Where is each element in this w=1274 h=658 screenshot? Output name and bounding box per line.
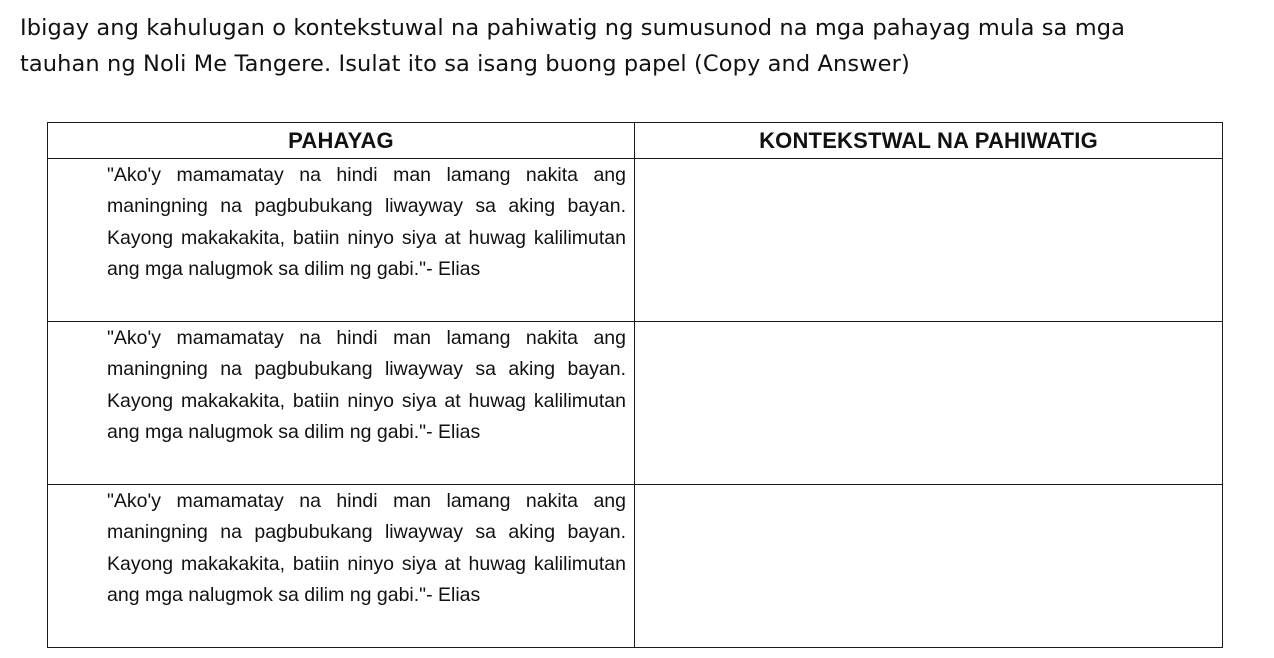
instructions-line-1: Ibigay ang kahulugan o kontekstuwal na pahiwatig ng sumusunod na mga pahayag mula sa mga	[20, 15, 1125, 41]
statement-cell	[48, 322, 635, 485]
table-row	[48, 159, 1223, 322]
statement-text: "Ako'y mamamatay na hindi man lamang nakita ang maningning na pagbubukang liwayway sa aking bayan. Kayong makakakita, batiin ninyo siya at huwag kalilimutan ang mga nalugmok sa dilim ng gabi."- Elias	[107, 490, 626, 606]
statement-cell	[48, 159, 635, 322]
instructions-line-2: tauhan ng Noli Me Tangere. Isulat ito sa isang buong papel (Copy and Answer)	[20, 51, 910, 77]
table-header-row	[48, 123, 1223, 159]
table-row	[48, 322, 1223, 485]
contextual-meaning-cell	[635, 485, 1223, 648]
contextual-meaning-cell	[635, 159, 1223, 322]
statement-cell	[48, 485, 635, 648]
statement-text: "Ako'y mamamatay na hindi man lamang nakita ang maningning na pagbubukang liwayway sa aking bayan. Kayong makakakita, batiin ninyo siya at huwag kalilimutan ang mga nalugmok sa dilim ng gabi."- Elias	[107, 164, 626, 280]
statement-text: "Ako'y mamamatay na hindi man lamang nakita ang maningning na pagbubukang liwayway sa aking bayan. Kayong makakakita, batiin ninyo siya at huwag kalilimutan ang mga nalugmok sa dilim ng gabi."- Elias	[107, 327, 626, 443]
table-row	[48, 485, 1223, 648]
instructions	[20, 10, 1274, 82]
header-contextual-meaning: KONTEKSTWAL NA PAHIWATIG	[635, 123, 1223, 159]
header-statement: PAHAYAG	[48, 123, 635, 159]
contextual-meaning-cell	[635, 322, 1223, 485]
worksheet-table	[47, 122, 1223, 648]
